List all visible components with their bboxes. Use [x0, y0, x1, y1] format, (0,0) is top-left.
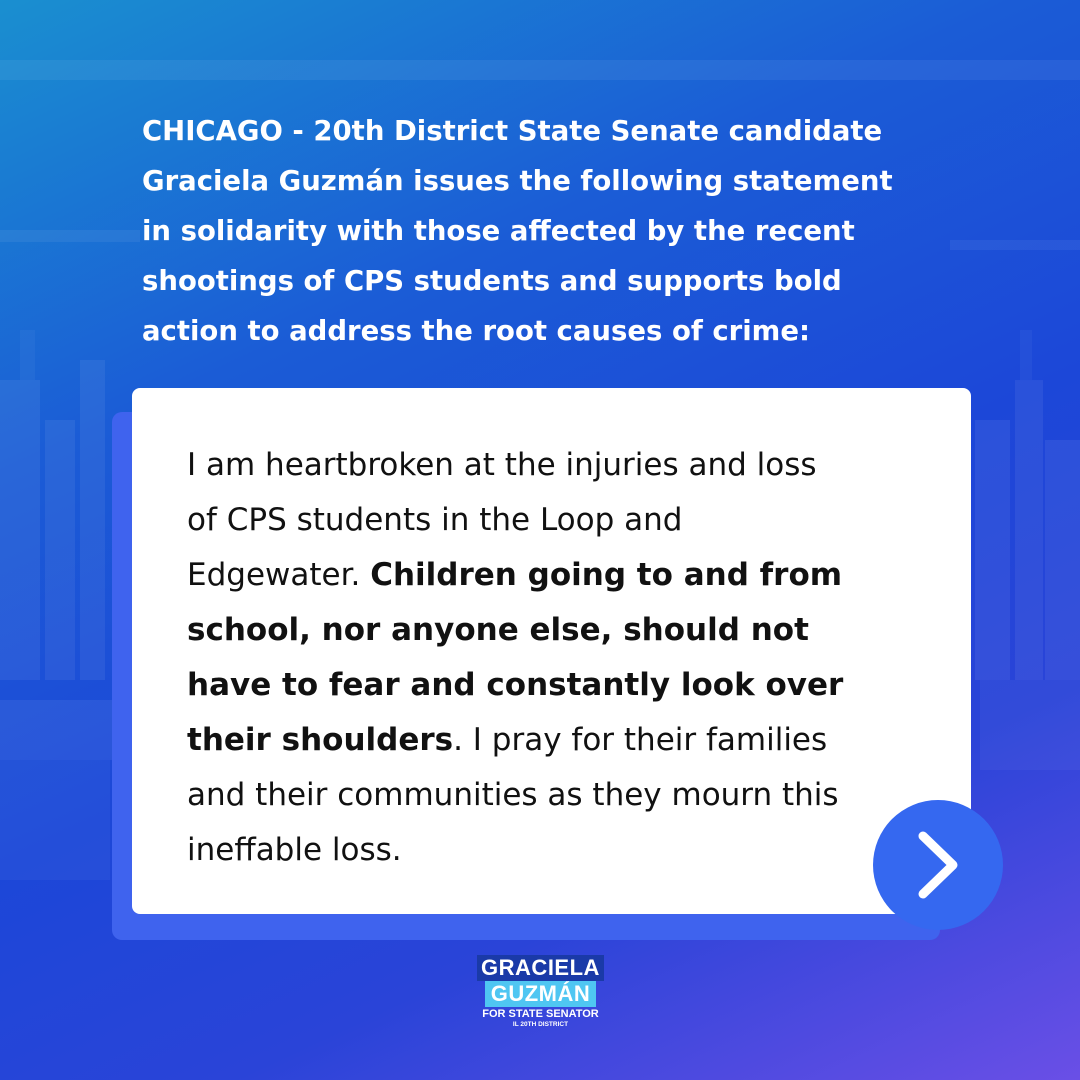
intro-line: Graciela Guzmán issues the following statement [142, 165, 893, 197]
quote-bold-text: their shoulders [187, 722, 454, 758]
quote-line [187, 603, 947, 658]
quote-line: of CPS students in the Loop and [187, 502, 683, 538]
logo-office: FOR STATE SENATOR [482, 1008, 599, 1020]
quote-line [187, 658, 947, 713]
quote-regular-text: . I pray for their families [453, 722, 828, 758]
quote-card [132, 388, 971, 914]
chevron-right-icon [915, 830, 961, 900]
quote-bold-text: school, nor anyone else, should not [187, 612, 809, 648]
quote-line: ineffable loss. [187, 832, 402, 868]
intro-line: action to address the root causes of crime: [142, 315, 810, 347]
intro-line: CHICAGO - 20th District State Senate candidate [142, 115, 883, 147]
quote-bold-text: Children going to and from [370, 557, 843, 593]
quote-bold-text: have to fear and constantly look over [187, 667, 844, 703]
campaign-logo [468, 955, 613, 1037]
quote-line: I am heartbroken at the injuries and loss [187, 447, 817, 483]
intro-line: shootings of CPS students and supports bold [142, 265, 842, 297]
quote-line [187, 713, 947, 768]
logo-first-name: GRACIELA [477, 955, 604, 981]
logo-district: IL 20TH DISTRICT [512, 1021, 569, 1028]
intro-statement [142, 106, 962, 356]
quote-line: and their communities as they mourn this [187, 777, 839, 813]
quote-text [187, 438, 947, 878]
intro-line: in solidarity with those affected by the recent [142, 215, 855, 247]
next-slide-button[interactable] [873, 800, 1003, 930]
logo-last-name: GUZMÁN [485, 981, 597, 1007]
quote-line [187, 548, 947, 603]
quote-regular-text: Edgewater. [187, 557, 371, 593]
